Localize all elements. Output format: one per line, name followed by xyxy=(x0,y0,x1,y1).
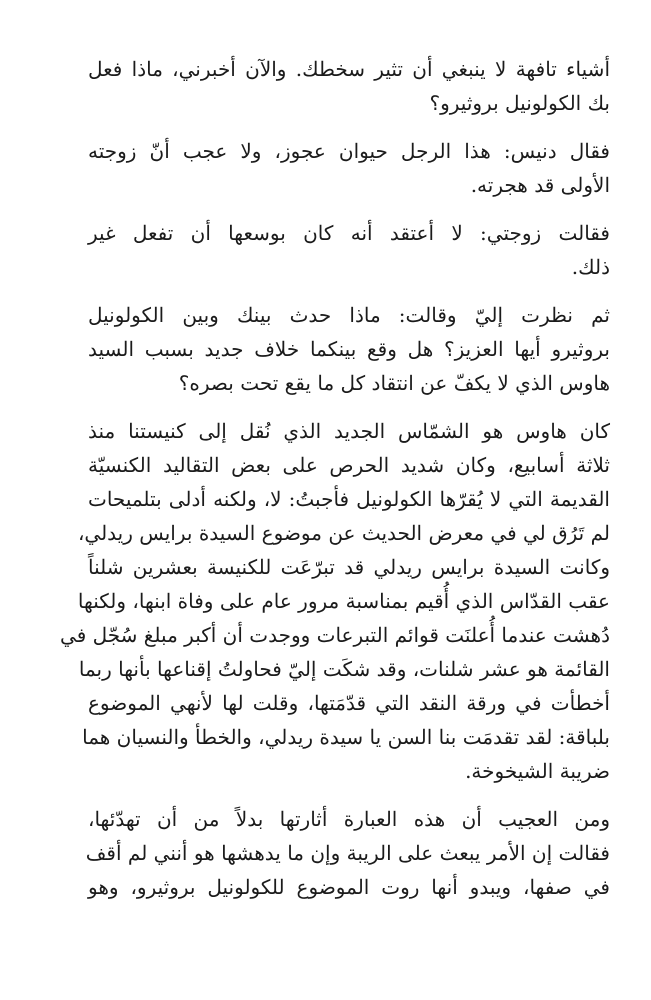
text-line: عقب القدّاس الذي أُقيم بمناسبة مرور عام على وفاة ابنها، ولكنها xyxy=(77,589,610,613)
paragraph-6 xyxy=(85,802,610,904)
text-line: القائمة هو عشر شلنات، وقد شكَت إليّ فحاولتُ إقناعها بأنها ربما xyxy=(78,657,610,681)
body-text xyxy=(60,52,610,918)
text-line: أخطأت في ورقة النقد التي قدّمَتها، وقلت لها لأنهي الموضوع xyxy=(88,691,610,715)
text-line: وكانت السيدة برايس ريدلي قد تبرّعَت للكنيسة بعشرين شلناً xyxy=(88,555,610,579)
text-line: هاوس الذي لا يكفّ عن انتقاد كل ما يقع تحت بصره؟ xyxy=(178,371,610,395)
text-line: كان هاوس هو الشمّاس الجديد الذي نُقل إلى كنيستنا منذ xyxy=(88,419,610,443)
text-line: ذلك. xyxy=(571,255,610,279)
paragraph-3 xyxy=(88,216,610,284)
paragraph-2 xyxy=(88,134,610,202)
paragraph-4 xyxy=(88,298,610,400)
text-line: ومن العجيب أن هذه العبارة أثارتها بدلاً من أن تهدّئها، xyxy=(88,807,610,831)
text-line: لم تَرُق لي في معرض الحديث عن موضوع السيدة برايس ريدلي، xyxy=(77,521,610,545)
text-line: أشياء تافهة لا ينبغي أن تثير سخطك. والآن أخبرني، ماذا فعل xyxy=(88,57,610,81)
text-line: فقال دنيس: هذا الرجل حيوان عجوز، ولا عجب أنّ زوجته xyxy=(88,139,610,163)
text-line: ضريبة الشيخوخة. xyxy=(465,759,610,783)
text-line: بك الكولونيل بروثيرو؟ xyxy=(429,91,610,115)
text-line: القديمة التي لا يُقرّها الكولونيل فأجبتُ: لا، ولكنه أدلى بتلميحات xyxy=(88,487,610,511)
paragraph-5 xyxy=(60,414,610,788)
text-line: فقالت إن الأمر يبعث على الريبة وإن ما يدهشها هو أنني لم أقف xyxy=(85,841,610,865)
text-line: ثلاثة أسابيع، وكان شديد الحرص على بعض التقاليد الكنسيّة xyxy=(88,453,610,477)
text-line: بروثيرو أيها العزيز؟ هل وقع بينكما خلاف جديد بسبب السيد xyxy=(88,337,610,361)
text-line: الأولى قد هجرته. xyxy=(470,173,610,197)
text-line: دُهشت عندما أُعلنَت قوائم التبرعات ووجدت أن أكبر مبلغ سُجّل في xyxy=(60,623,610,647)
text-line: ثم نظرت إليّ وقالت: ماذا حدث بينك وبين الكولونيل xyxy=(88,303,610,327)
paragraph-1 xyxy=(88,52,610,120)
text-line: بلباقة: لقد تقدمَت بنا السن يا سيدة ريدلي، والخطأ والنسيان هما xyxy=(82,725,610,749)
text-line: فقالت زوجتي: لا أعتقد أنه كان بوسعها أن تفعل غير xyxy=(88,221,610,245)
text-line: في صفها، ويبدو أنها روت الموضوع للكولونيل بروثيرو، وهو xyxy=(88,875,610,899)
